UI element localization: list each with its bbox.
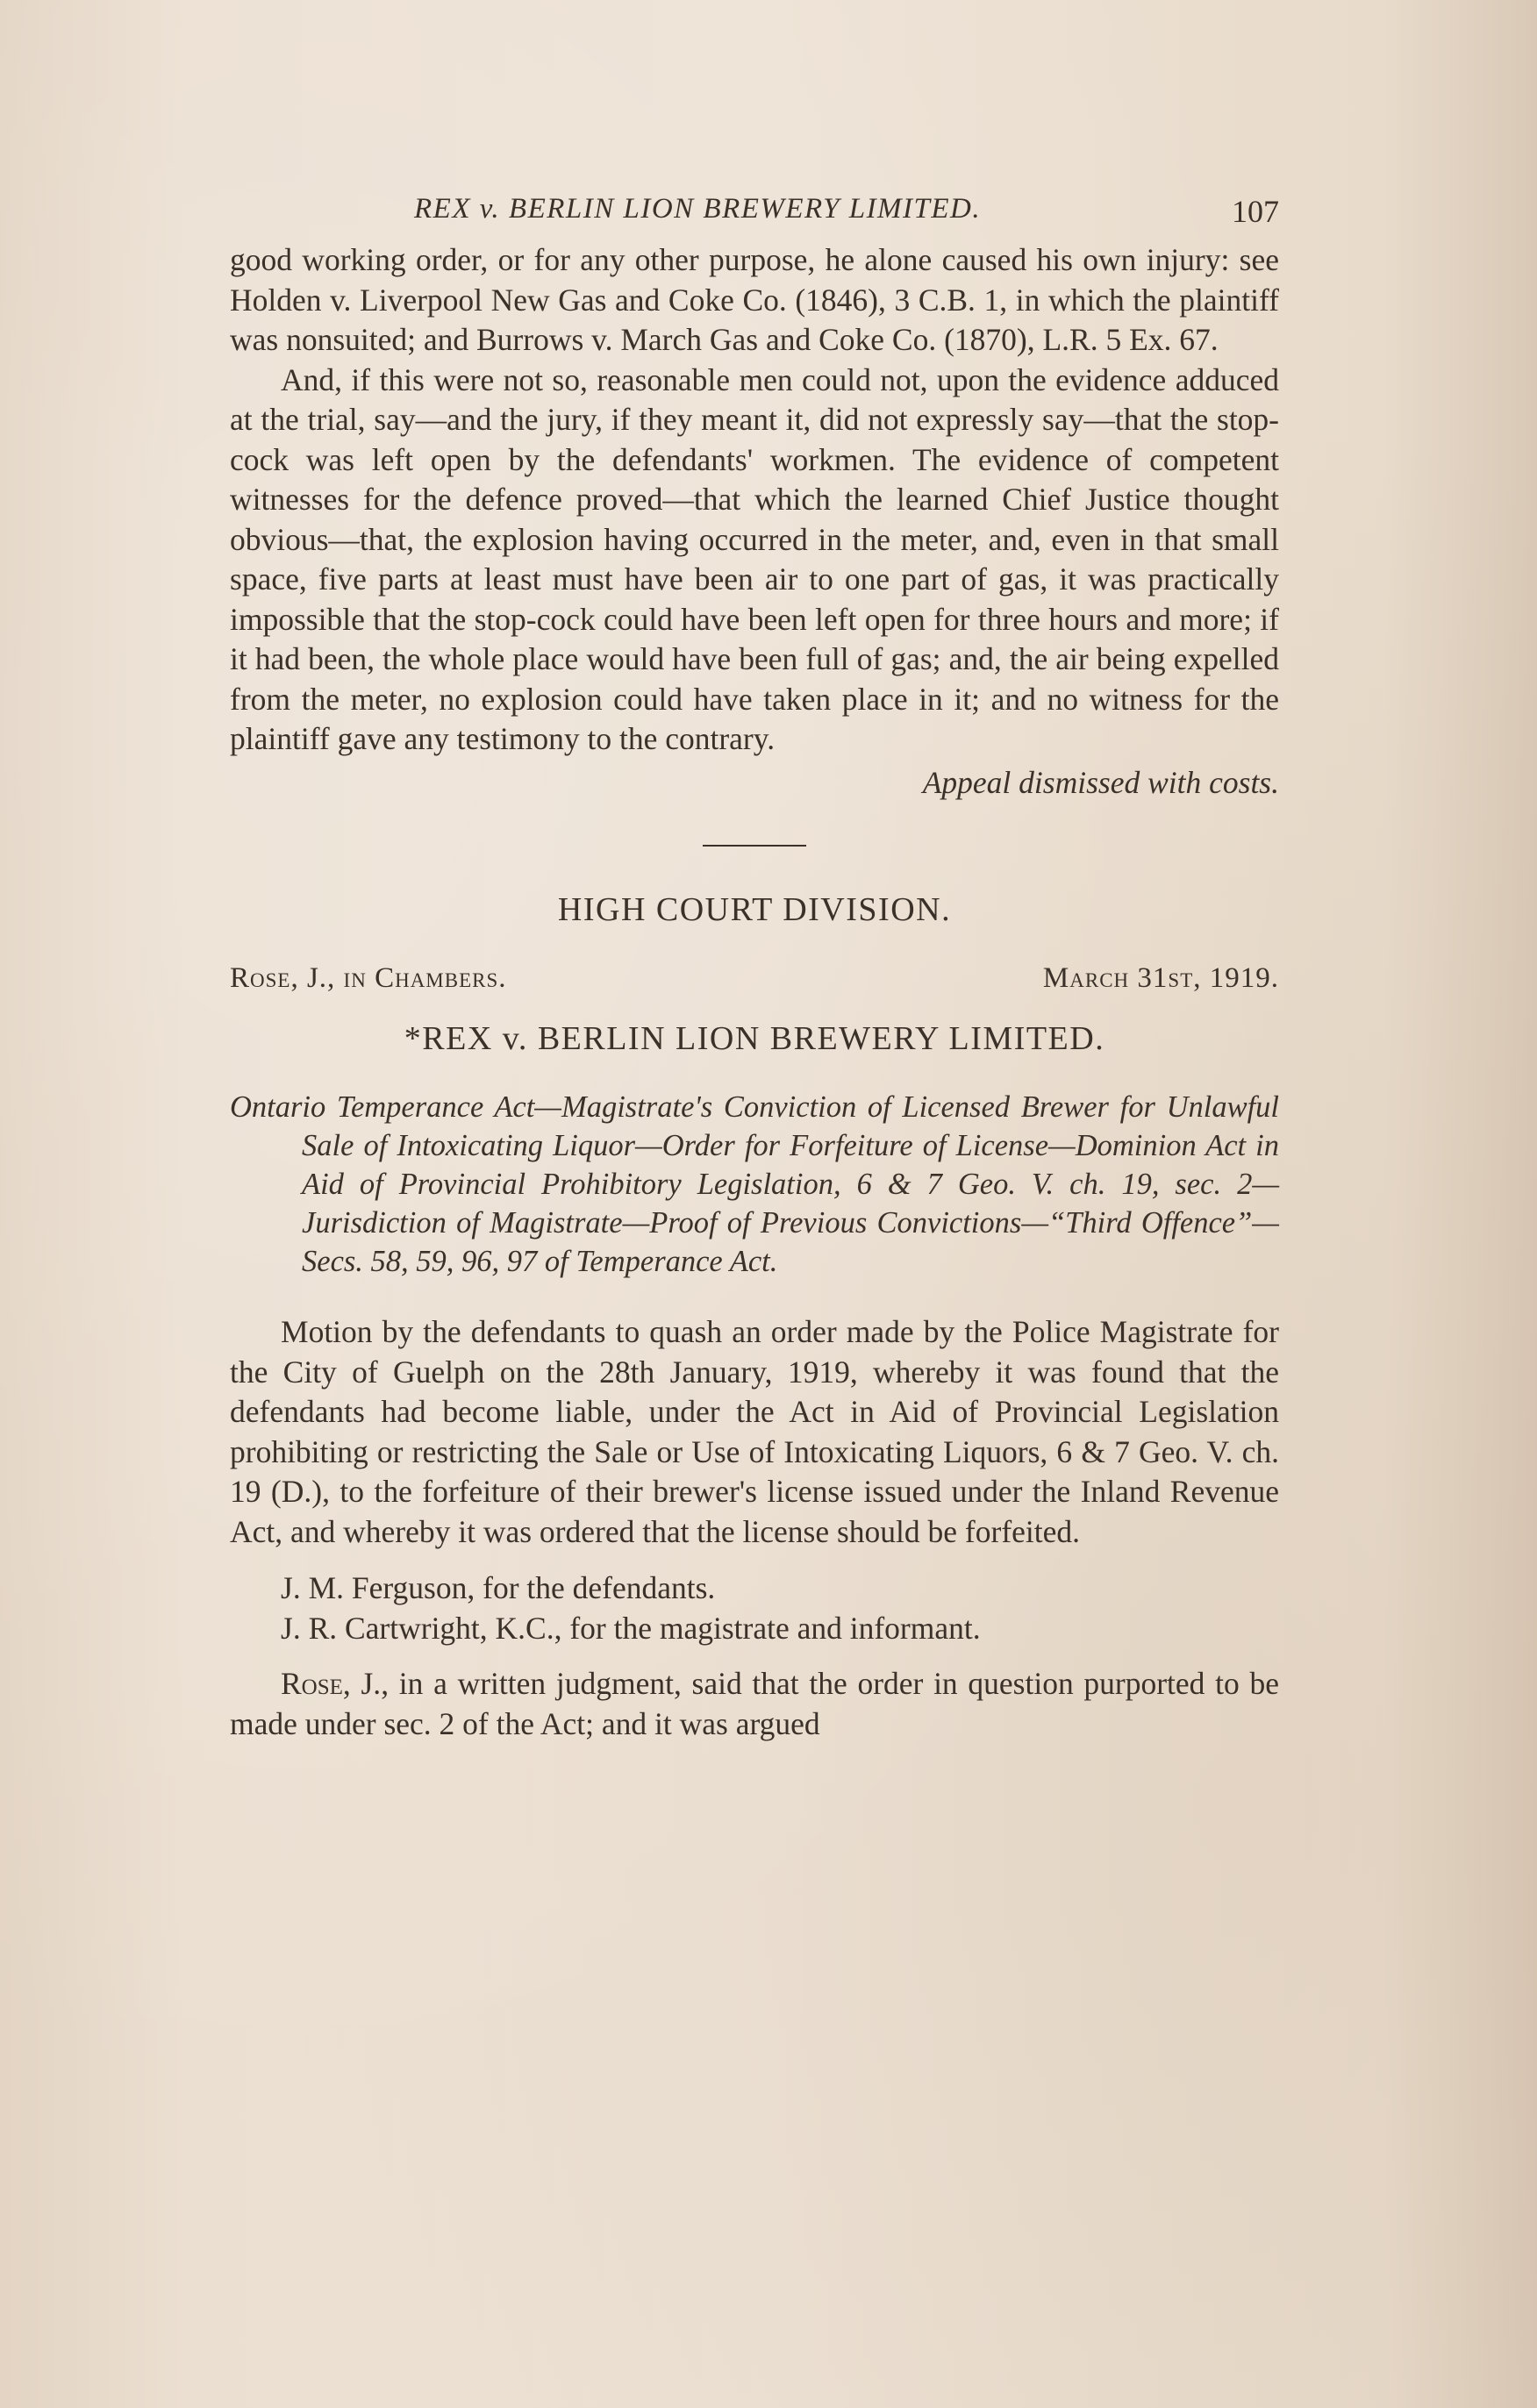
page-number: 107 bbox=[1232, 194, 1279, 229]
page-body bbox=[230, 240, 1279, 1744]
page bbox=[230, 175, 1279, 1744]
disposition: Appeal dismissed with costs. bbox=[922, 764, 1279, 800]
judgment-judge: Rose, J. bbox=[281, 1666, 382, 1701]
running-head bbox=[230, 175, 1279, 228]
division-heading: HIGH COURT DIVISION. bbox=[557, 891, 952, 928]
motion-paragraph: Motion by the defendants to quash an order made by the Police Magistrate for the City of Guelph on the 28th January, 1919, whereby it was found that the defendants had become liable, under the Act in Aid of Provincial Legislation prohibiting or restricting the Sale or Use of Intoxicating Liquors, 6 & 7 Geo. V. ch. 19 (D.), to the forfeiture of their brewer's license issued under the Inland Revenue Act, and whereby it was ordered that the license should be forfeited. bbox=[230, 1314, 1279, 1549]
judgment-paragraph bbox=[230, 1664, 1279, 1744]
judge-line bbox=[230, 962, 1279, 995]
counsel-list bbox=[230, 1568, 1279, 1648]
judgment-text: , in a written judgment, said that the order in question purported to be made under sec. 2 of the Act; and it was argued bbox=[230, 1666, 1279, 1741]
paragraph: And, if this were not so, reasonable men could not, upon the evidence adduced at the trial, say—and the jury, if they meant it, did not expressly say—that the stop-cock was left open by the defendants' workmen. The evidence of competent witnesses for the defence proved—that which the learned Chief Justice thought obvious—that, the explosion having occurred in the meter, and, even in that small space, five parts at least must have been air to one part of gas, it was practically impossible that the stop-cock could have been left open for three hours and more; if it had been, the whole place would have been full of gas; and, the air being expelled from the meter, no explosion could have taken place in it; and no witness for the plaintiff gave any testimony to the contrary. bbox=[230, 361, 1279, 756]
counsel-line: J. R. Cartwright, K.C., for the magistrate and informant. bbox=[281, 1611, 981, 1646]
headnote: Ontario Temperance Act—Magistrate's Conviction of Licensed Brewer for Unlawful Sale of Intoxicating Liquor—Order for Forfeiture of License—Dominion Act in Aid of Provincial Prohibitory Legislation, 6 & 7 Geo. V. ch. 19, sec. 2—Jurisdiction of Magistrate—Proof of Previous Convictions—“Third Offence”—Secs. 58, 59, 96, 97 of Temperance Act. bbox=[230, 1090, 1279, 1278]
decision-date: March 31st, 1919. bbox=[1042, 962, 1279, 994]
running-title: REX v. BERLIN LION BREWERY LIMITED. bbox=[414, 193, 982, 225]
counsel-line: J. M. Ferguson, for the defendants. bbox=[281, 1570, 716, 1605]
section-divider bbox=[703, 845, 806, 847]
paragraph-continuation: good working order, or for any other purpose, he alone caused his own injury: see Holden v. Liverpool New Gas and Coke Co. (1846), 3 C.B. 1, in which the plaintiff was nonsuited; and Burrows v. March Gas and Coke Co. (1870), L.R. 5 Ex. 67. bbox=[230, 242, 1279, 357]
case-title: *REX v. BERLIN LION BREWERY LIMITED. bbox=[404, 1020, 1105, 1057]
judge: Rose, J., in Chambers. bbox=[230, 962, 507, 994]
